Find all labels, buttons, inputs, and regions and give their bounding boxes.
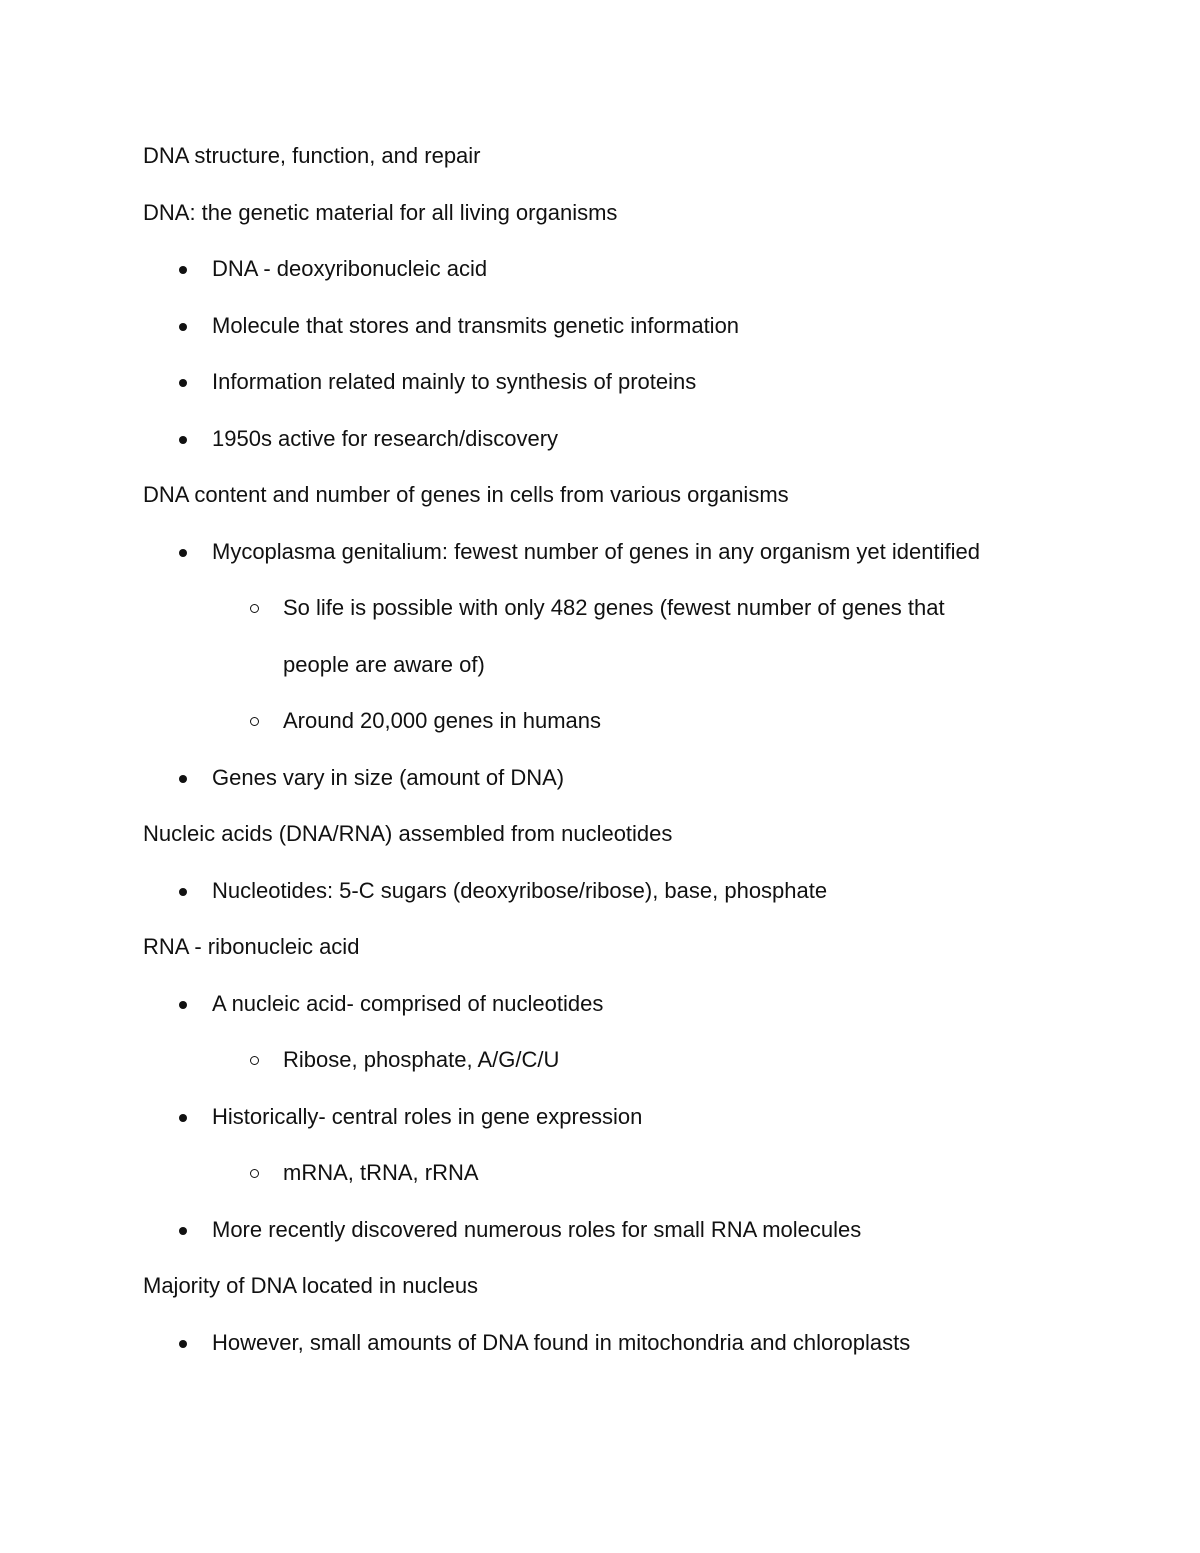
bullet-disc-icon <box>179 888 187 896</box>
list-item <box>143 871 1143 928</box>
list-item <box>143 1097 1143 1154</box>
line-text: DNA - deoxyribonucleic acid <box>212 256 488 281</box>
bullet-disc-icon <box>179 266 187 274</box>
line-text: people are aware of) <box>283 651 485 677</box>
bullet-disc-icon <box>179 775 187 783</box>
line-text: Ribose, phosphate, A/G/C/U <box>283 1047 560 1072</box>
list-item <box>143 1153 1143 1210</box>
list-item <box>143 984 1143 1041</box>
list-item <box>143 362 1143 419</box>
list-item <box>143 419 1143 476</box>
section-heading <box>143 193 1143 250</box>
bullet-circle-icon <box>250 1169 259 1178</box>
list-item <box>143 306 1143 363</box>
line-text: Information related mainly to synthesis of proteins <box>212 369 697 394</box>
bullet-disc-icon <box>179 379 187 387</box>
line-text: Molecule that stores and transmits genetic information <box>212 312 740 338</box>
bullet-circle-icon <box>250 717 259 726</box>
list-item <box>143 645 1143 702</box>
section-heading <box>143 927 1143 984</box>
line-text: Mycoplasma genitalium: fewest number of genes in any organism yet identified <box>212 538 980 564</box>
bullet-disc-icon <box>179 323 187 331</box>
line-text: So life is possible with only 482 genes (fewest number of genes that <box>283 595 945 620</box>
line-text: DNA content and number of genes in cells from various organisms <box>143 482 789 507</box>
list-item <box>143 701 1143 758</box>
line-text: Nucleotides: 5-C sugars (deoxyribose/ribose), base, phosphate <box>212 877 828 903</box>
list-item <box>143 1323 1143 1380</box>
line-text: mRNA, tRNA, rRNA <box>283 1160 479 1185</box>
bullet-circle-icon <box>250 604 259 613</box>
section-heading <box>143 1266 1143 1323</box>
bullet-disc-icon <box>179 549 187 557</box>
section-heading <box>143 475 1143 532</box>
line-text: However, small amounts of DNA found in mitochondria and chloroplasts <box>212 1329 911 1355</box>
line-text: Nucleic acids (DNA/RNA) assembled from nucleotides <box>143 821 673 846</box>
notes-list <box>143 193 1143 1380</box>
line-text: RNA - ribonucleic acid <box>143 934 360 959</box>
bullet-circle-icon <box>250 1056 259 1065</box>
bullet-disc-icon <box>179 1340 187 1348</box>
list-item <box>143 532 1143 589</box>
bullet-disc-icon <box>179 1001 187 1009</box>
line-text: Around 20,000 genes in humans <box>283 708 602 733</box>
document-title: DNA structure, function, and repair <box>143 143 481 168</box>
list-item <box>143 588 1143 645</box>
line-text: DNA: the genetic material for all living organisms <box>143 199 618 225</box>
list-item <box>143 1040 1143 1097</box>
bullet-disc-icon <box>179 1114 187 1122</box>
list-item <box>143 758 1143 815</box>
list-item <box>143 1210 1143 1267</box>
line-text: More recently discovered numerous roles for small RNA molecules <box>212 1216 862 1242</box>
bullet-disc-icon <box>179 1227 187 1235</box>
line-text: Genes vary in size (amount of DNA) <box>212 764 565 790</box>
document-body <box>143 136 1143 1379</box>
line-text: 1950s active for research/discovery <box>212 425 559 451</box>
list-item <box>143 249 1143 306</box>
bullet-disc-icon <box>179 436 187 444</box>
section-heading <box>143 814 1143 871</box>
line-text: A nucleic acid- comprised of nucleotides <box>212 990 604 1016</box>
line-text: Historically- central roles in gene expression <box>212 1103 643 1129</box>
line-text: Majority of DNA located in nucleus <box>143 1273 479 1298</box>
